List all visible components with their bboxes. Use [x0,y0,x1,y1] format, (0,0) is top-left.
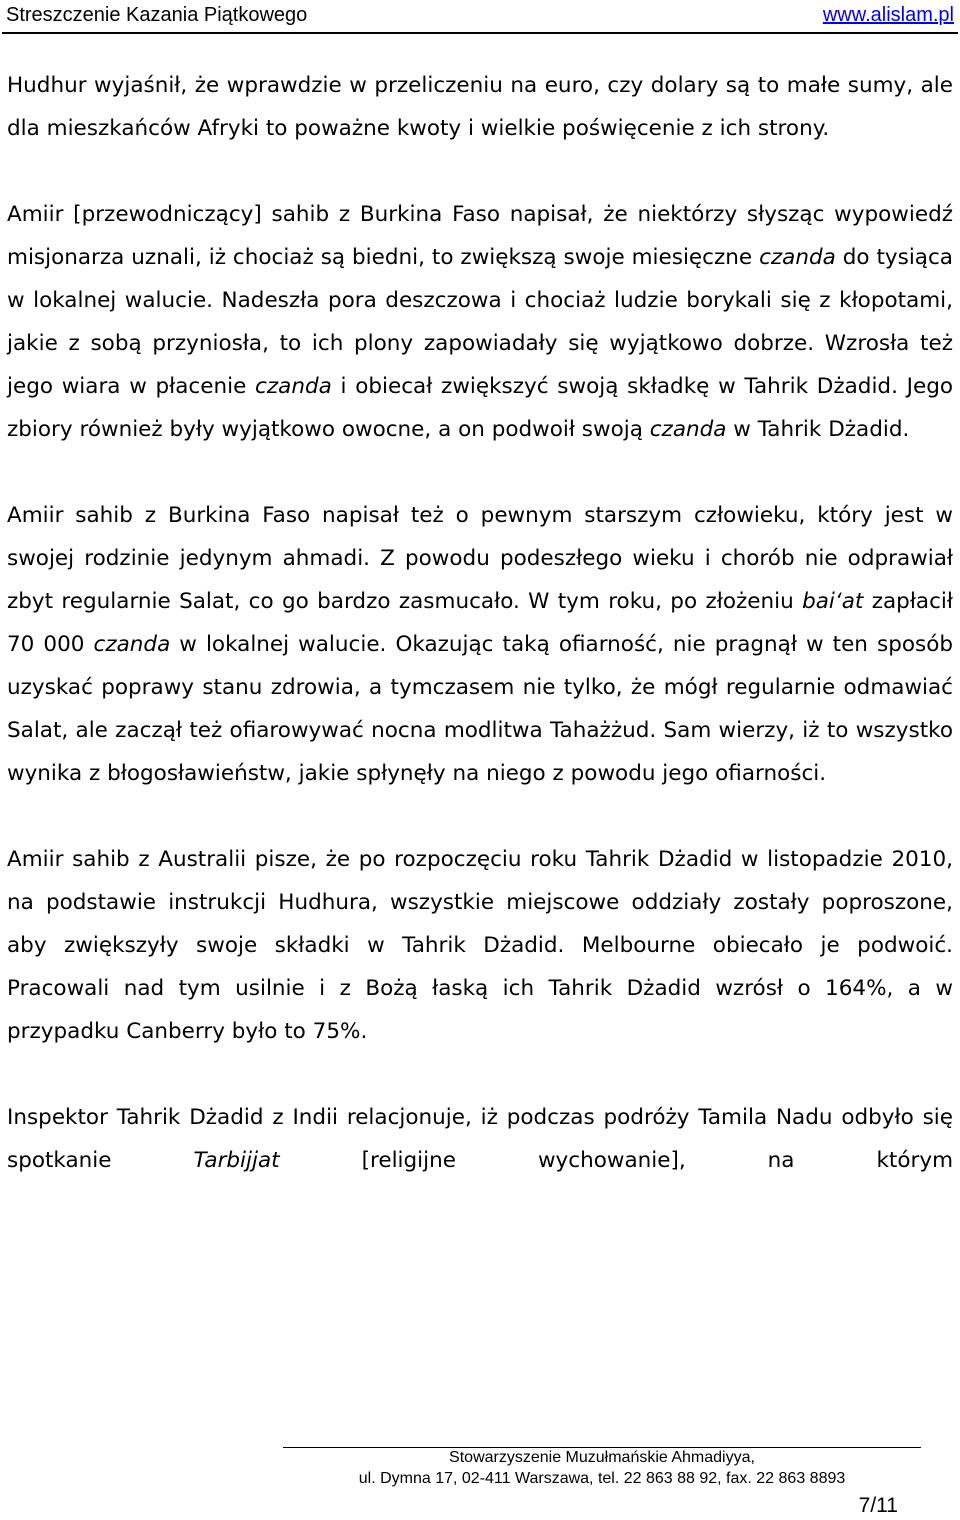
page-header [0,0,960,34]
header-divider [2,32,958,34]
text-run: do tysiąca w lokalnej walucie. Nadeszła pora deszczowa i chociaż ludzie borykali się z kłopotami, jakie z sobą przyniosła, to ich plony zapowiadały się wyjątkowo dobrze. Wzrosła też jego wiara w płacenie [7,245,953,399]
text-run: [religijne wychowanie], na którym [279,1148,954,1173]
paragraph-3 [7,494,953,795]
text-run: Amiir [przewodniczący] sahib z Burkina Faso napisał, że niektórzy słysząc wypowiedź misjonarza uznali, iż chociaż są biedni, to zwiększą swoje miesięczne [7,202,953,270]
italic-term: czanda [255,374,332,399]
document-body [7,64,953,1182]
text-run: zapłacił 70 000 [7,589,954,657]
italic-term: Tarbijjat [193,1148,280,1173]
italic-term: bai‘at [802,589,864,614]
footer-divider [283,1447,921,1448]
footer-organization: Stowarzyszenie Muzułmańskie Ahmadiyya, [449,1449,755,1466]
italic-term: czanda [93,632,171,657]
header-website-link[interactable]: www.alislam.pl [822,4,954,26]
text-run: w Tahrik Dżadid. [726,417,910,442]
italic-term: czanda [759,245,836,270]
italic-term: czanda [649,417,727,442]
text-run: Amiir sahib z Australii pisze, że po rozpoczęciu roku Tahrik Dżadid w listopadzie 2010, na podstawie instrukcji Hudhura, wszystkie miejscowe oddziały zostały poproszone, aby zwiększyły swoje składki w Tahrik Dżadid. Melbourne obiecało je podwoić. Pracowali nad tym usilnie i z Bożą łaską ich Tahrik Dżadid wzrósł o 164%, a w przypadku Canberry było to 75%. [7,847,953,1044]
text-run: w lokalnej walucie. Okazując taką ofiarność, nie pragnął w ten sposób uzyskać poprawy stanu zdrowia, a tymczasem nie tylko, że mógł regularnie odmawiać Salat, ale zaczął też ofiarowywać nocna modlitwa Tahażżud. Sam wierzy, iż to wszystko wynika z błogosławieństw, jakie spłynęły na niego z powodu jego ofiarności. [7,632,953,786]
header-title: Streszczenie Kazania Piątkowego [6,4,308,26]
paragraph-4 [7,838,953,1053]
text-run: Amiir sahib z Burkina Faso napisał też o pewnym starszym człowieku, który jest w swojej rodzinie jedynym ahmadi. Z powodu podeszłego wieku i chorób nie odprawiał zbyt regularnie Salat, co go bardzo zasmucało. W tym roku, po złożeniu [7,503,953,614]
paragraph-2 [7,193,953,451]
text-run: Inspektor Tahrik Dżadid z Indii relacjonuje, iż podczas podróży Tamila Nadu odbyło się spotkanie [7,1105,953,1173]
text-run: i obiecał zwiększyć swoją składkę w Tahrik Dżadid. Jego zbiory również były wyjątkowo owocne, a on podwoił swoją [7,374,953,442]
paragraph-1 [7,64,953,150]
page-number: 7/11 [858,1494,898,1517]
text-run: Hudhur wyjaśnił, że wprawdzie w przeliczeniu na euro, czy dolary są to małe sumy, ale dla mieszkańców Afryki to poważne kwoty i wielkie poświęcenie z ich strony. [7,73,953,141]
paragraph-5 [7,1096,953,1182]
footer-address: ul. Dymna 17, 02-411 Warszawa, tel. 22 863 88 92, fax. 22 863 8893 [358,1470,846,1487]
